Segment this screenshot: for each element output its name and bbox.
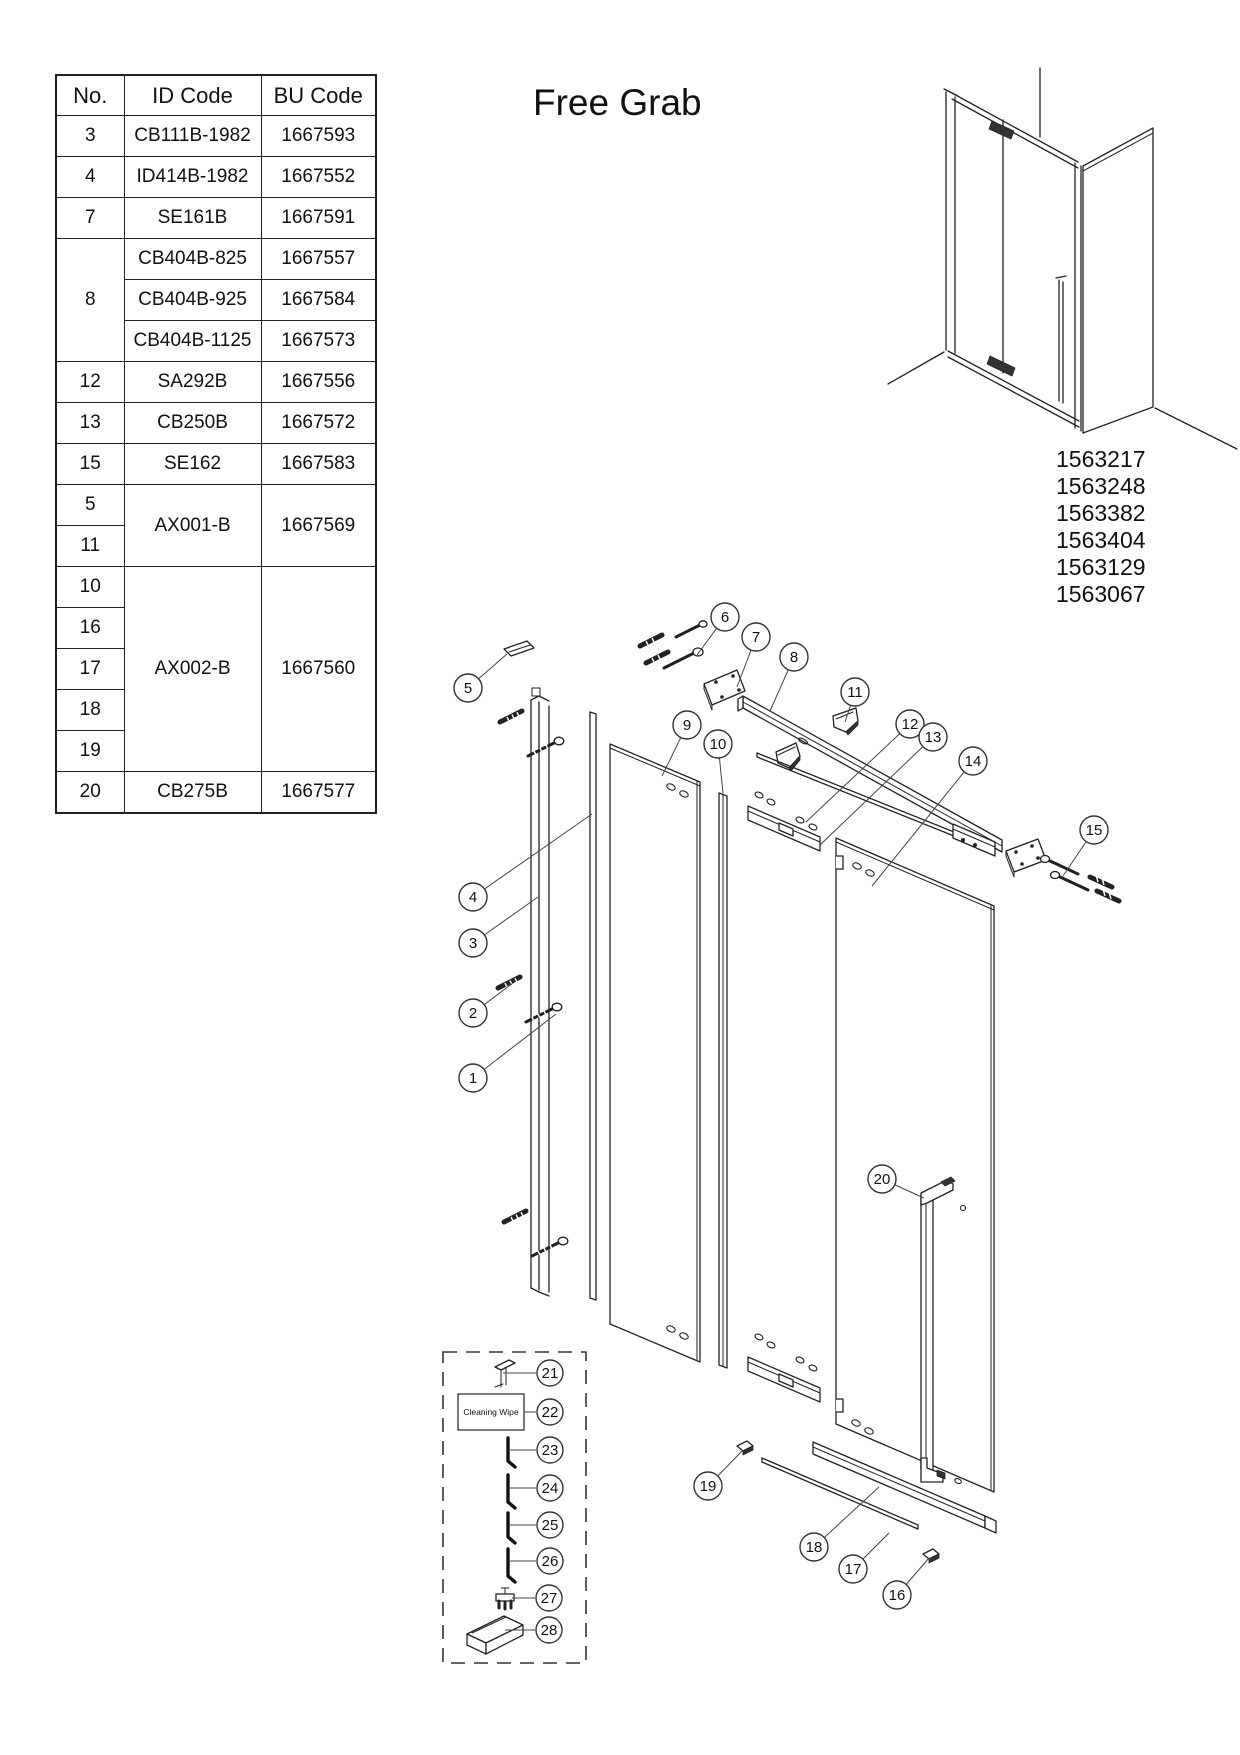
cell-no: 5 bbox=[56, 485, 124, 526]
svg-text:17: 17 bbox=[844, 1561, 862, 1578]
cell-bu: 1667560 bbox=[261, 567, 376, 772]
cell-no: 19 bbox=[56, 731, 124, 772]
sliding-glass-panel bbox=[836, 838, 994, 1492]
svg-text:12: 12 bbox=[901, 716, 919, 733]
svg-text:24: 24 bbox=[541, 1480, 559, 1497]
svg-text:6: 6 bbox=[720, 609, 730, 626]
svg-text:11: 11 bbox=[847, 684, 863, 701]
callout-25 bbox=[537, 1512, 563, 1538]
allen-key-icon bbox=[508, 1513, 515, 1543]
leader-lines bbox=[468, 617, 1094, 1630]
cell-bu: 1667552 bbox=[261, 157, 376, 198]
cell-no: 20 bbox=[56, 772, 124, 814]
svg-text:1: 1 bbox=[468, 1070, 478, 1087]
callout-6 bbox=[711, 603, 739, 631]
product-code: 1563248 bbox=[1056, 473, 1146, 499]
panel-hole bbox=[795, 1356, 805, 1364]
svg-text:25: 25 bbox=[541, 1517, 559, 1534]
bottom-mount-rail bbox=[748, 1357, 820, 1402]
cell-no: 10 bbox=[56, 567, 124, 608]
product-code: 1563067 bbox=[1056, 581, 1146, 607]
product-code: 1563382 bbox=[1056, 500, 1146, 526]
panel-hole bbox=[808, 1364, 818, 1372]
cell-bu: 1667572 bbox=[261, 403, 376, 444]
profile-seal-strip bbox=[590, 712, 596, 1300]
product-code: 1563217 bbox=[1056, 446, 1146, 472]
allen-key-icon bbox=[508, 1475, 515, 1508]
callout-2 bbox=[459, 999, 487, 1027]
allen-key-icon bbox=[508, 1549, 515, 1582]
cell-id: ID414B-1982 bbox=[124, 157, 261, 198]
callout-21 bbox=[537, 1360, 563, 1386]
callout-19 bbox=[694, 1472, 722, 1500]
allen-key-icon bbox=[508, 1438, 515, 1467]
cell-bu: 1667584 bbox=[261, 280, 376, 321]
cell-no: 4 bbox=[56, 157, 124, 198]
top-mount-rail bbox=[748, 806, 820, 851]
top-fixing-hardware bbox=[640, 621, 707, 668]
callout-1 bbox=[459, 1064, 487, 1092]
cell-id: CB404B-825 bbox=[124, 239, 261, 280]
cell-no: 7 bbox=[56, 198, 124, 239]
cell-bu: 1667591 bbox=[261, 198, 376, 239]
svg-text:18: 18 bbox=[805, 1539, 823, 1556]
cleaning-wipe-label: Cleaning Wipe bbox=[463, 1407, 519, 1417]
callout-8 bbox=[780, 643, 808, 671]
callout-24 bbox=[537, 1475, 563, 1501]
svg-text:3: 3 bbox=[468, 935, 478, 952]
track-hole bbox=[795, 816, 805, 824]
svg-text:15: 15 bbox=[1085, 822, 1103, 839]
cell-bu: 1667593 bbox=[261, 116, 376, 157]
cell-id: SA292B bbox=[124, 362, 261, 403]
callout-16 bbox=[883, 1581, 911, 1609]
cell-no: 16 bbox=[56, 608, 124, 649]
svg-text:23: 23 bbox=[541, 1442, 559, 1459]
cell-bu: 1667556 bbox=[261, 362, 376, 403]
svg-text:26: 26 bbox=[541, 1553, 559, 1570]
callout-27 bbox=[536, 1585, 562, 1611]
callout-28 bbox=[536, 1617, 562, 1643]
svg-text:27: 27 bbox=[540, 1590, 558, 1607]
product-code: 1563129 bbox=[1056, 554, 1146, 580]
floor-line-left bbox=[888, 352, 944, 384]
guide-block-icon bbox=[496, 1588, 514, 1609]
anchor-screw-set-top bbox=[500, 711, 564, 756]
cell-bu: 1667557 bbox=[261, 239, 376, 280]
top-roller-clip bbox=[989, 121, 1014, 139]
rail-clip-left bbox=[737, 1441, 753, 1455]
accessory-box bbox=[443, 1352, 586, 1663]
panel-hole bbox=[766, 1341, 776, 1349]
svg-text:16: 16 bbox=[888, 1587, 906, 1604]
callout-14 bbox=[959, 747, 987, 775]
cell-id: CB111B-1982 bbox=[124, 116, 261, 157]
callout-4 bbox=[459, 883, 487, 911]
panel-hole bbox=[766, 798, 776, 806]
floor-line-right bbox=[1155, 408, 1237, 449]
svg-text:10: 10 bbox=[709, 736, 727, 753]
track-hole bbox=[808, 823, 818, 831]
svg-text:22: 22 bbox=[541, 1404, 559, 1421]
callout-5 bbox=[454, 674, 482, 702]
cleaning-wipe-pack bbox=[458, 1394, 524, 1430]
callout-26 bbox=[537, 1548, 563, 1574]
callout-23 bbox=[537, 1437, 563, 1463]
panel-hole bbox=[754, 1333, 764, 1341]
cell-id: CB250B bbox=[124, 403, 261, 444]
callout-13 bbox=[919, 723, 947, 751]
cell-bu: 1667583 bbox=[261, 444, 376, 485]
cell-id: SE162 bbox=[124, 444, 261, 485]
anchor-screw-set-middle bbox=[498, 977, 562, 1022]
cell-id: SE161B bbox=[124, 198, 261, 239]
anchor-screw-set-bottom bbox=[504, 1211, 568, 1256]
assembled-view bbox=[888, 68, 1237, 449]
cell-no: 8 bbox=[56, 239, 124, 362]
callout-15 bbox=[1080, 816, 1108, 844]
callout-7 bbox=[742, 623, 770, 651]
panel-hole bbox=[754, 791, 764, 799]
cell-bu: 1667573 bbox=[261, 321, 376, 362]
svg-text:19: 19 bbox=[699, 1478, 717, 1495]
col-header-bu-code: BU Code bbox=[261, 75, 376, 116]
cell-no: 13 bbox=[56, 403, 124, 444]
cell-id: AX001-B bbox=[124, 485, 261, 567]
callout-17 bbox=[839, 1555, 867, 1583]
svg-text:2: 2 bbox=[468, 1005, 478, 1022]
svg-text:8: 8 bbox=[789, 649, 799, 666]
col-header-id-code: ID Code bbox=[124, 75, 261, 116]
fixed-glass-panel bbox=[610, 744, 700, 1362]
rail-end-clip bbox=[776, 743, 800, 771]
cell-no: 18 bbox=[56, 690, 124, 731]
svg-text:28: 28 bbox=[540, 1622, 558, 1639]
callout-9 bbox=[673, 711, 701, 739]
svg-text:21: 21 bbox=[541, 1365, 559, 1382]
cell-no: 15 bbox=[56, 444, 124, 485]
vertical-seal-strip bbox=[719, 793, 727, 1368]
cell-id: CB404B-925 bbox=[124, 280, 261, 321]
side-bracket-hardware bbox=[1006, 839, 1119, 901]
svg-text:7: 7 bbox=[751, 629, 761, 646]
svg-text:4: 4 bbox=[468, 889, 478, 906]
bottom-guide-clip bbox=[987, 356, 1015, 376]
cell-id: AX002-B bbox=[124, 567, 261, 772]
callout-3 bbox=[459, 929, 487, 957]
rail-clip-right bbox=[923, 1549, 939, 1563]
cell-no: 11 bbox=[56, 526, 124, 567]
callout-10 bbox=[704, 730, 732, 758]
product-code: 1563404 bbox=[1056, 527, 1146, 553]
bottom-seal-strip bbox=[762, 1458, 918, 1529]
page-title: Free Grab bbox=[533, 82, 702, 123]
cell-no: 12 bbox=[56, 362, 124, 403]
svg-text:13: 13 bbox=[924, 729, 942, 746]
callout-20 bbox=[868, 1165, 896, 1193]
col-header-no: No. bbox=[56, 75, 124, 116]
cell-id: CB404B-1125 bbox=[124, 321, 261, 362]
callout-18 bbox=[800, 1533, 828, 1561]
side-panel bbox=[1083, 128, 1153, 433]
cell-bu: 1667569 bbox=[261, 485, 376, 567]
cell-no: 17 bbox=[56, 649, 124, 690]
svg-text:5: 5 bbox=[463, 680, 473, 697]
callout-11 bbox=[841, 678, 869, 706]
wall-profile bbox=[531, 688, 549, 1296]
exploded-parts bbox=[498, 621, 1119, 1563]
svg-text:20: 20 bbox=[873, 1171, 891, 1188]
cell-bu: 1667577 bbox=[261, 772, 376, 814]
cover-box-icon bbox=[467, 1616, 523, 1654]
svg-text:14: 14 bbox=[964, 753, 982, 770]
cell-no: 3 bbox=[56, 116, 124, 157]
callout-22 bbox=[537, 1399, 563, 1425]
cell-id: CB275B bbox=[124, 772, 261, 814]
svg-text:9: 9 bbox=[682, 717, 692, 734]
